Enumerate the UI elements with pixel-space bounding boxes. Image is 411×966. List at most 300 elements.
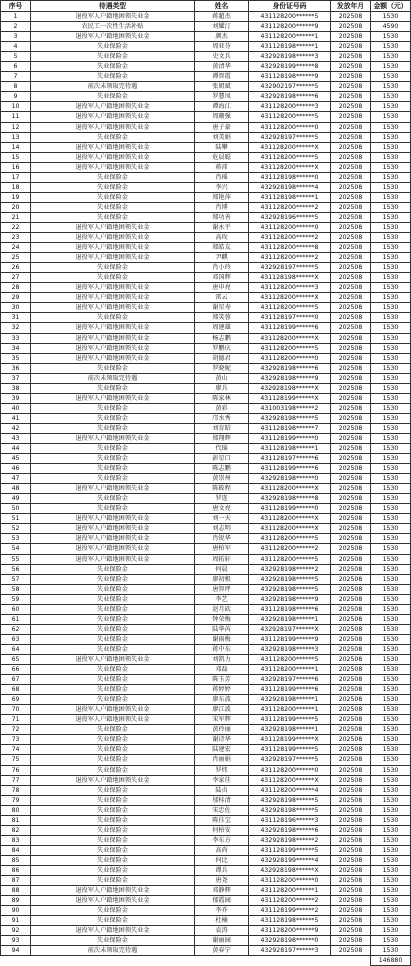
cell-benefit-type: 失业保险金	[31, 42, 195, 52]
table-row	[1, 353, 411, 363]
cell-id-number: 432928198******0	[249, 474, 331, 484]
cell-id-number: 432928198******2	[249, 564, 331, 574]
cell-id-number: 431128200******5	[249, 12, 331, 22]
cell-index: 30	[1, 303, 31, 313]
cell-index: 94	[1, 946, 31, 956]
table-row	[1, 855, 411, 865]
cell-amount: 1530	[371, 604, 411, 614]
cell-benefit-type: 退役军人户籍地困领失业金	[31, 896, 195, 906]
cell-index: 66	[1, 665, 31, 675]
cell-name: 唐子豪	[195, 122, 249, 132]
cell-name: 谭智霞	[195, 72, 249, 82]
table-row	[1, 765, 411, 775]
cell-pay-month: 202508	[331, 705, 371, 715]
cell-name: 谢雨梅	[195, 634, 249, 644]
cell-pay-month: 202508	[331, 574, 371, 584]
cell-index: 44	[1, 444, 31, 454]
cell-name: 肖博	[195, 202, 249, 212]
cell-name: 唐文亮	[195, 504, 249, 514]
cell-id-number: 432928198******5	[249, 805, 331, 815]
cell-pay-month: 202508	[331, 293, 371, 303]
cell-index: 14	[1, 142, 31, 152]
cell-amount: 1530	[371, 122, 411, 132]
cell-benefit-type: 退役军人户籍地困领失业金	[31, 886, 195, 896]
total-spacer	[1, 956, 31, 966]
cell-amount: 1530	[371, 835, 411, 845]
cell-pay-month: 202508	[331, 655, 371, 665]
cell-amount: 1530	[371, 634, 411, 644]
cell-benefit-type: 失业保险金	[31, 564, 195, 574]
table-row	[1, 303, 411, 313]
table-header	[1, 1, 411, 12]
cell-name: 高尚	[195, 845, 249, 855]
table-row	[1, 212, 411, 222]
cell-pay-month: 202508	[331, 765, 371, 775]
table-row	[1, 142, 411, 152]
cell-name: 罗连	[195, 494, 249, 504]
cell-id-number: 431128200******3	[249, 102, 331, 112]
table-row	[1, 233, 411, 243]
cell-index: 34	[1, 343, 31, 353]
cell-index: 72	[1, 725, 31, 735]
cell-amount: 1530	[371, 845, 411, 855]
cell-id-number: 432928198******6	[249, 825, 331, 835]
cell-index: 18	[1, 182, 31, 192]
cell-name: 刘志明	[195, 524, 249, 534]
cell-id-number: 432928198******X	[249, 383, 331, 393]
cell-pay-month: 202508	[331, 303, 371, 313]
cell-index: 70	[1, 705, 31, 715]
cell-name: 罗鹏庆	[195, 343, 249, 353]
cell-pay-month: 202508	[331, 835, 371, 845]
table-row	[1, 112, 411, 122]
table-row	[1, 102, 411, 112]
cell-pay-month: 202508	[331, 102, 371, 112]
cell-pay-month: 202508	[331, 855, 371, 865]
cell-index: 4	[1, 42, 31, 52]
cell-benefit-type: 失业保险金	[31, 855, 195, 865]
table-row	[1, 805, 411, 815]
cell-index: 45	[1, 454, 31, 464]
cell-name: 谢星寿	[195, 303, 249, 313]
cell-pay-month: 202508	[331, 243, 371, 253]
header-index: 序号	[1, 1, 31, 12]
cell-benefit-type: 失业保险金	[31, 444, 195, 454]
cell-name: 廖江波	[195, 705, 249, 715]
cell-id-number: 431128200******5	[249, 343, 331, 353]
cell-benefit-type: 失业保险金	[31, 172, 195, 182]
table-row	[1, 283, 411, 293]
cell-amount: 1530	[371, 916, 411, 926]
cell-id-number: 431128200******5	[249, 112, 331, 122]
cell-pay-month: 202508	[331, 22, 371, 32]
table-row	[1, 916, 411, 926]
cell-pay-month: 202508	[331, 594, 371, 604]
cell-id-number: 431128200******2	[249, 233, 331, 243]
cell-amount: 1530	[371, 494, 411, 504]
cell-amount: 1530	[371, 263, 411, 273]
table-row	[1, 494, 411, 504]
cell-benefit-type: 失业保险金	[31, 423, 195, 433]
cell-id-number: 431128196******3	[249, 815, 331, 825]
cell-id-number: 431128200******0	[249, 353, 331, 363]
cell-benefit-type: 前次未领取完待遇	[31, 373, 195, 383]
cell-amount: 1530	[371, 423, 411, 433]
header-amount: 金额（元）	[371, 1, 411, 12]
cell-benefit-type: 退役军人户籍地困领失业金	[31, 926, 195, 936]
table-row	[1, 192, 411, 202]
table-row	[1, 685, 411, 695]
cell-index: 33	[1, 333, 31, 343]
cell-benefit-type: 失业保险金	[31, 363, 195, 373]
cell-pay-month: 202508	[331, 212, 371, 222]
cell-benefit-type: 失业保险金	[31, 504, 195, 514]
cell-amount: 1530	[371, 504, 411, 514]
cell-id-number: 432928196******5	[249, 212, 331, 222]
table-row	[1, 815, 411, 825]
cell-pay-month: 202508	[331, 152, 371, 162]
cell-benefit-type: 失业保险金	[31, 845, 195, 855]
cell-index: 55	[1, 554, 31, 564]
cell-name: 邓磊	[195, 665, 249, 675]
cell-id-number: 432928198******4	[249, 182, 331, 192]
cell-name: 罗慧凤	[195, 92, 249, 102]
total-spacer	[331, 956, 371, 966]
table-row	[1, 936, 411, 946]
cell-index: 11	[1, 112, 31, 122]
cell-amount: 1530	[371, 805, 411, 815]
cell-name: 李乔	[195, 906, 249, 916]
cell-index: 53	[1, 534, 31, 544]
cell-pay-month: 202508	[331, 202, 371, 212]
cell-id-number: 432928199******4	[249, 855, 331, 865]
table-row	[1, 876, 411, 886]
cell-amount: 1530	[371, 544, 411, 554]
cell-pay-month: 202508	[331, 42, 371, 52]
cell-name: 陆华芮	[195, 624, 249, 634]
cell-index: 48	[1, 484, 31, 494]
cell-pay-month: 202508	[331, 494, 371, 504]
cell-benefit-type: 退役军人户籍地困领失业金	[31, 243, 195, 253]
cell-index: 12	[1, 122, 31, 132]
cell-id-number: 431128198******0	[249, 172, 331, 182]
cell-pay-month: 202508	[331, 815, 371, 825]
table-body	[1, 12, 411, 956]
cell-index: 25	[1, 253, 31, 263]
cell-name: 黄山	[195, 373, 249, 383]
cell-index: 90	[1, 906, 31, 916]
cell-benefit-type: 失业保险金	[31, 675, 195, 685]
cell-amount: 1530	[371, 112, 411, 122]
cell-name: 杜楠	[195, 916, 249, 926]
cell-index: 8	[1, 82, 31, 92]
cell-benefit-type: 退役军人户籍地困领失业金	[31, 222, 195, 232]
cell-name: 何比	[195, 855, 249, 865]
table-row	[1, 454, 411, 464]
cell-pay-month: 202508	[331, 534, 371, 544]
cell-pay-month: 202508	[331, 403, 371, 413]
cell-pay-month: 202508	[331, 644, 371, 654]
cell-id-number: 431128200******2	[249, 896, 331, 906]
cell-pay-month: 202508	[331, 946, 371, 956]
cell-benefit-type: 失业保险金	[31, 614, 195, 624]
table-row	[1, 32, 411, 42]
cell-id-number: 431128200******2	[249, 544, 331, 554]
cell-pay-month: 202508	[331, 745, 371, 755]
table-row	[1, 182, 411, 192]
cell-index: 42	[1, 423, 31, 433]
cell-index: 75	[1, 755, 31, 765]
cell-name: 唐申亮	[195, 283, 249, 293]
cell-name: 黄玲丽	[195, 725, 249, 735]
cell-amount: 1530	[371, 202, 411, 212]
cell-benefit-type: 失业保险金	[31, 52, 195, 62]
cell-name: 郑皓友	[195, 243, 249, 253]
cell-index: 88	[1, 886, 31, 896]
cell-index: 9	[1, 92, 31, 102]
header-pay-month: 发放年月	[331, 1, 371, 12]
cell-amount: 1530	[371, 765, 411, 775]
cell-index: 52	[1, 524, 31, 534]
cell-amount: 1530	[371, 162, 411, 172]
cell-amount: 1530	[371, 464, 411, 474]
cell-amount: 1530	[371, 283, 411, 293]
cell-id-number: 431128200******5	[249, 554, 331, 564]
cell-amount: 1530	[371, 705, 411, 715]
cell-benefit-type: 失业保险金	[31, 665, 195, 675]
cell-name: 肖小玲	[195, 263, 249, 273]
cell-amount: 1530	[371, 32, 411, 42]
cell-id-number: 431128198******6	[249, 604, 331, 614]
cell-id-number: 431128199******6	[249, 685, 331, 695]
cell-amount: 1530	[371, 855, 411, 865]
cell-pay-month: 202508	[331, 413, 371, 423]
header-row	[1, 1, 411, 12]
cell-index: 22	[1, 222, 31, 232]
cell-index: 80	[1, 805, 31, 815]
cell-name: 宋军辉	[195, 715, 249, 725]
table-row	[1, 564, 411, 574]
cell-amount: 1530	[371, 574, 411, 584]
cell-name: 陆建宏	[195, 745, 249, 755]
cell-benefit-type: 失业保险金	[31, 192, 195, 202]
cell-id-number: 431128200******5	[249, 152, 331, 162]
cell-pay-month: 202508	[331, 936, 371, 946]
table-row	[1, 865, 411, 875]
cell-benefit-type: 失业保险金	[31, 685, 195, 695]
cell-amount: 1530	[371, 554, 411, 564]
header-name: 姓名	[195, 1, 249, 12]
table-row	[1, 825, 411, 835]
table-row	[1, 896, 411, 906]
table-row	[1, 675, 411, 685]
cell-name: 陈佳宝	[195, 815, 249, 825]
cell-benefit-type: 失业保险金	[31, 92, 195, 102]
table-row	[1, 665, 411, 675]
cell-name: 谢永平	[195, 222, 249, 232]
cell-index: 37	[1, 373, 31, 383]
table-row	[1, 12, 411, 22]
cell-index: 64	[1, 644, 31, 654]
cell-name: 罗炜	[195, 765, 249, 775]
cell-id-number: 431128200******4	[249, 785, 331, 795]
table-row	[1, 413, 411, 423]
table-row	[1, 313, 411, 323]
cell-index: 38	[1, 383, 31, 393]
cell-benefit-type: 失业保险金	[31, 454, 195, 464]
cell-pay-month: 202508	[331, 614, 371, 624]
cell-id-number: 431128198******1	[249, 192, 331, 202]
cell-name: 周拓轩	[195, 554, 249, 564]
table-row	[1, 52, 411, 62]
cell-name: 邝水秀	[195, 413, 249, 423]
cell-name: 李艺	[195, 594, 249, 604]
cell-index: 93	[1, 936, 31, 946]
table-row	[1, 363, 411, 373]
table-row	[1, 253, 411, 263]
cell-index: 35	[1, 353, 31, 363]
cell-amount: 1530	[371, 484, 411, 494]
cell-id-number: 432928198******1	[249, 614, 331, 624]
cell-benefit-type: 退役军人户籍地困领失业金	[31, 162, 195, 172]
cell-index: 62	[1, 624, 31, 634]
cell-name: 廖初根	[195, 574, 249, 584]
cell-name: 陆贞	[195, 785, 249, 795]
cell-name: 周建雄	[195, 323, 249, 333]
cell-benefit-type: 失业保险金	[31, 413, 195, 423]
cell-name: 邓国辉	[195, 273, 249, 283]
cell-name: 杨志鹏	[195, 333, 249, 343]
cell-benefit-type: 失业保险金	[31, 62, 195, 72]
cell-id-number: 431128200******0	[249, 765, 331, 775]
cell-id-number: 431128200******3	[249, 283, 331, 293]
cell-amount: 1530	[371, 665, 411, 675]
cell-index: 2	[1, 22, 31, 32]
cell-pay-month: 202508	[331, 514, 371, 524]
cell-id-number: 431128198******X	[249, 273, 331, 283]
cell-benefit-type: 退役军人户籍地困领失业金	[31, 715, 195, 725]
cell-name: 李家佳	[195, 775, 249, 785]
cell-pay-month: 202508	[331, 433, 371, 443]
cell-pay-month: 202508	[331, 283, 371, 293]
cell-pay-month: 202508	[331, 92, 371, 102]
cell-id-number: 431128199******5	[249, 745, 331, 755]
cell-id-number: 432928198******8	[249, 494, 331, 504]
cell-benefit-type: 退役军人户籍地困领失业金	[31, 12, 195, 22]
cell-name: 肖锐华	[195, 534, 249, 544]
cell-benefit-type: 退役军人户籍地困领失业金	[31, 514, 195, 524]
cell-benefit-type: 失业保险金	[31, 132, 195, 142]
cell-pay-month: 202508	[331, 162, 371, 172]
cell-amount: 1530	[371, 886, 411, 896]
cell-id-number: 431128200******X	[249, 514, 331, 524]
cell-id-number: 431128200******X	[249, 293, 331, 303]
cell-amount: 1530	[371, 303, 411, 313]
cell-amount: 1530	[371, 624, 411, 634]
cell-name: 谭兵	[195, 865, 249, 875]
cell-amount: 1530	[371, 946, 411, 956]
cell-index: 87	[1, 876, 31, 886]
cell-benefit-type: 失业保险金	[31, 594, 195, 604]
table-row	[1, 715, 411, 725]
cell-pay-month: 202508	[331, 192, 371, 202]
cell-benefit-type: 失业保险金	[31, 403, 195, 413]
table-row	[1, 132, 411, 142]
cell-benefit-type: 失业保险金	[31, 695, 195, 705]
cell-index: 59	[1, 594, 31, 604]
cell-name: 陈筱程	[195, 484, 249, 494]
cell-index: 83	[1, 835, 31, 845]
cell-benefit-type: 失业保险金	[31, 72, 195, 82]
cell-id-number: 431128200******5	[249, 303, 331, 313]
cell-index: 51	[1, 514, 31, 524]
cell-amount: 1530	[371, 755, 411, 765]
cell-index: 79	[1, 795, 31, 805]
cell-index: 23	[1, 233, 31, 243]
table-row	[1, 795, 411, 805]
cell-name: 刘一天	[195, 514, 249, 524]
cell-name: 邓静辉	[195, 886, 249, 896]
cell-name: 黄清华	[195, 62, 249, 72]
table-row	[1, 785, 411, 795]
cell-amount: 4590	[371, 22, 411, 32]
cell-id-number: 431128198******9	[249, 72, 331, 82]
cell-amount: 1530	[371, 906, 411, 916]
table-row	[1, 755, 411, 765]
cell-amount: 1530	[371, 393, 411, 403]
cell-benefit-type: 失业保险金	[31, 574, 195, 584]
cell-id-number: 431128200******X	[249, 775, 331, 785]
cell-index: 1	[1, 12, 31, 22]
cell-benefit-type: 退役军人户籍地困领失业金	[31, 122, 195, 132]
table-row	[1, 92, 411, 102]
cell-index: 65	[1, 655, 31, 665]
cell-name: 李兴	[195, 182, 249, 192]
cell-benefit-type: 前次未领取完待遇	[31, 946, 195, 956]
cell-amount: 1530	[371, 775, 411, 785]
cell-amount: 1530	[371, 222, 411, 232]
cell-id-number: 432928197******5	[249, 132, 331, 142]
total-amount: 146880	[371, 956, 411, 966]
cell-index: 47	[1, 474, 31, 484]
cell-pay-month: 202508	[331, 112, 371, 122]
cell-amount: 1530	[371, 273, 411, 283]
cell-id-number: 432928198******3	[249, 644, 331, 654]
cell-index: 32	[1, 323, 31, 333]
cell-index: 77	[1, 775, 31, 785]
cell-benefit-type: 失业保险金	[31, 936, 195, 946]
cell-name: 黄彩	[195, 403, 249, 413]
table-row	[1, 926, 411, 936]
table-row	[1, 695, 411, 705]
cell-index: 69	[1, 695, 31, 705]
cell-benefit-type: 退役军人户籍地困领失业金	[31, 233, 195, 243]
cell-amount: 1530	[371, 795, 411, 805]
cell-amount: 1530	[371, 253, 411, 263]
cell-index: 84	[1, 845, 31, 855]
cell-name: 彭星口	[195, 454, 249, 464]
table-row	[1, 584, 411, 594]
table-row	[1, 554, 411, 564]
table-row	[1, 152, 411, 162]
table-row	[1, 604, 411, 614]
cell-benefit-type: 退役军人户籍地困领失业金	[31, 253, 195, 263]
cell-name: 何晨	[195, 564, 249, 574]
cell-amount: 1530	[371, 142, 411, 152]
cell-pay-month: 202508	[331, 222, 371, 232]
cell-pay-month: 202508	[331, 554, 371, 564]
cell-index: 89	[1, 896, 31, 906]
